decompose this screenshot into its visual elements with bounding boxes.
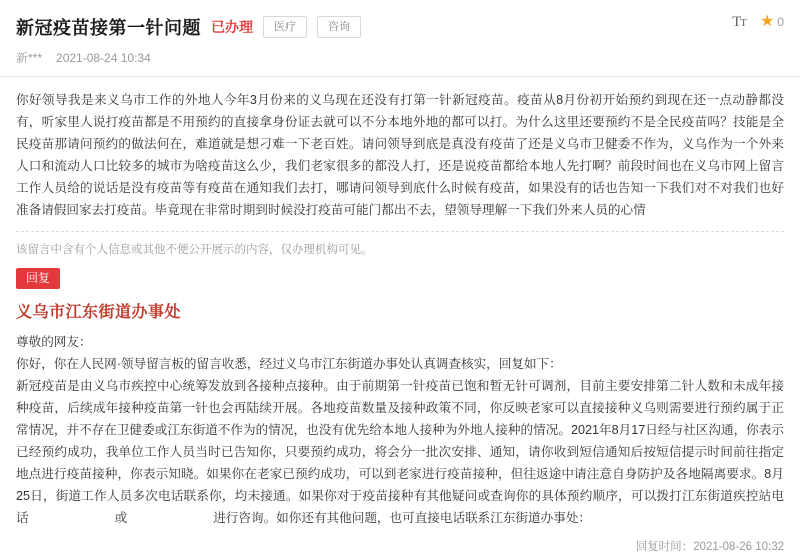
status-badge: 已办理 [211,19,253,35]
redacted-phone-1 [29,513,115,524]
tag-type[interactable]: 咨询 [317,16,361,38]
star-icon: ★ [759,13,775,30]
page-title: 新冠疫苗接第一针问题 [16,18,201,38]
reply-organization: 义乌市江东街道办事处 [16,304,182,321]
reply-paragraph-3-text: 进行咨询。如你还有其他问题，也可直接电话联系江东街道办事处： [213,511,591,525]
font-size-icon-small: T [740,16,746,29]
redacted-phone-2 [127,513,213,524]
reply-badge: 回复 [16,268,60,289]
question-section [0,77,800,259]
author-label: 新*** [16,51,43,65]
reply-conjunction: 或 [114,511,128,525]
reply-section [0,299,800,554]
reply-time-value: 2021-08-26 10:32 [693,541,784,553]
question-body: 你好领导我是来义乌市工作的外地人今年3月份来的义乌现在还没有打第一针新冠疫苗。疫苗从8月份初开始预约到现在还一点动静都没有，听家里人说打疫苗都是不用预约的直接拿身份证去就可以不分本地外地的都可以打。为什么这里还要预约不是全民疫苗吗？技能是全民疫苗那请问预约的做法何在，难道就是想刁难一下老百姓。请问领导到底是真没有疫苗了还是义乌市卫健委不作为，义乌作为一个外来人口和流动人口比较多的城市为啥疫苗这么少，我们老家很多的都没人打，还是说疫苗都给本地人先打啊？前段时间也在义乌市网上留言工作人员给的说话是没有疫苗等有疫苗在通知我们去打，哪请问领导到底什么时候有疫苗，如果没有的话也告知一下我们对不对我们也好准备请假回家去打疫苗。毕竟现在非常时期到时候没打疫苗可能门都出不去，望领导理解一下我们外来人员的心情 [16,93,784,217]
reply-paragraph-2 [16,375,784,529]
post-date: 2021-08-24 10:34 [56,50,151,65]
page-header [0,0,800,77]
reply-time [16,538,784,554]
privacy-note: 该留言中含有个人信息或其他不便公开展示的内容，仅办理机构可见。 [16,231,784,259]
star-count: 0 [777,15,784,29]
tag-category[interactable]: 医疗 [263,16,307,38]
header-tools [732,14,784,30]
font-size-icon[interactable] [732,15,746,30]
reply-salutation: 尊敬的网友： [16,335,92,349]
reply-paragraph-2-text: 新冠疫苗是由义乌市疾控中心统筹发放到各接种点接种。由于前期第一针疫苗已饱和暂无针可调剂，目前主要安排第二针人数和未成年接种疫苗，后续成年接种疫苗第一针也会再陆续开展。各地疫苗数量及接种政策不同，你反映老家可以直接接种义乌则需要进行预约属于正常情况，并不存在卫健委或江东街道不作为的情况，也没有优先给本地人接种为外地人接种的情况。2021年8月17日经与社区沟通，你表示已经预约成功，我单位工作人员当时已告知你，只要预约成功，将会分一批次安排、通知，请你收到短信通知后按短信提示时间前往指定地点进行疫苗接种，你表示知晓。如果你在老家已预约成功，可以到老家进行疫苗接种，但往返途中请注意自身防护及各地隔离要求。8月25日，街道工作人员多次电话联系你，均未接通。如果你对于疫苗接种有其他疑问或查询你的具体预约顺序，可以拨打江东街道疾控站电话 [16,379,784,525]
meta-row [16,49,784,66]
reply-label-wrap [0,268,800,289]
favorite-button[interactable] [760,14,784,30]
font-size-icon-large: T [732,13,741,30]
title-row [16,14,784,40]
reply-time-label: 回复时间： [635,541,694,553]
reply-paragraph-1: 你好，你在人民网·领导留言板的留言收悉，经过义乌市江东街道办事处认真调查核实，回复如下： [16,357,562,371]
